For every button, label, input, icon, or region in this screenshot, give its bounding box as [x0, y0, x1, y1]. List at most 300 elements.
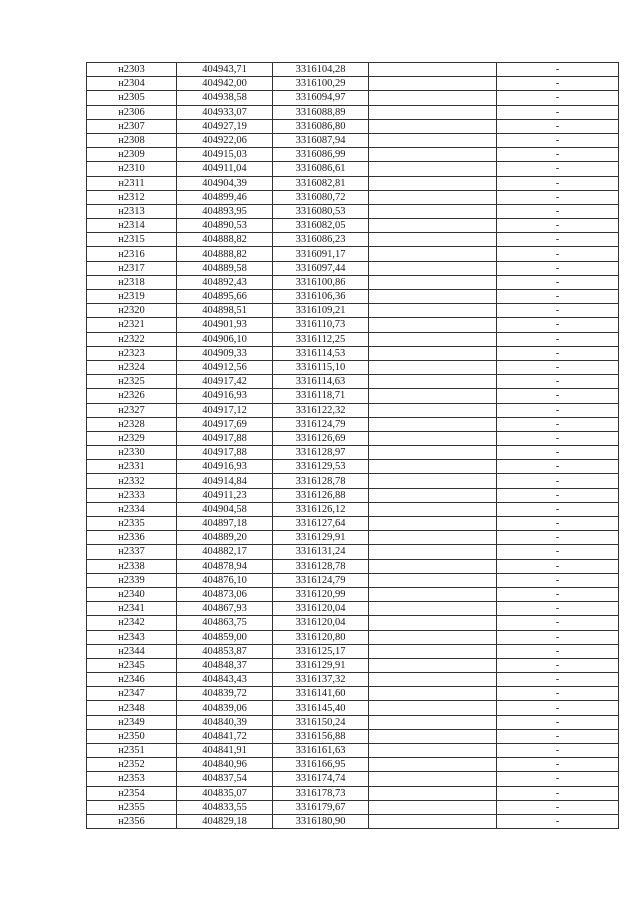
point-id-cell: н2353: [87, 772, 177, 786]
dash-cell: -: [497, 687, 619, 701]
dash-cell: -: [497, 715, 619, 729]
y-coordinate-cell: 3316097,44: [273, 261, 369, 275]
y-coordinate-cell: 3316180,90: [273, 814, 369, 828]
dash-cell: -: [497, 91, 619, 105]
table-row: [87, 559, 619, 573]
dash-cell: -: [497, 162, 619, 176]
blank-cell: [369, 673, 497, 687]
dash-cell: -: [497, 63, 619, 77]
dash-cell: -: [497, 673, 619, 687]
table-row: [87, 786, 619, 800]
table-row: [87, 77, 619, 91]
dash-cell: -: [497, 446, 619, 460]
point-id-cell: н2331: [87, 460, 177, 474]
blank-cell: [369, 77, 497, 91]
dash-cell: -: [497, 758, 619, 772]
dash-cell: -: [497, 502, 619, 516]
table-row: [87, 148, 619, 162]
dash-cell: -: [497, 77, 619, 91]
blank-cell: [369, 460, 497, 474]
table-row: [87, 431, 619, 445]
blank-cell: [369, 474, 497, 488]
y-coordinate-cell: 3316174,74: [273, 772, 369, 786]
y-coordinate-cell: 3316086,80: [273, 119, 369, 133]
point-id-cell: н2345: [87, 658, 177, 672]
point-id-cell: н2322: [87, 332, 177, 346]
table-row: [87, 673, 619, 687]
table-row: [87, 375, 619, 389]
point-id-cell: н2338: [87, 559, 177, 573]
x-coordinate-cell: 404876,10: [177, 573, 273, 587]
point-id-cell: н2349: [87, 715, 177, 729]
table-row: [87, 772, 619, 786]
point-id-cell: н2352: [87, 758, 177, 772]
point-id-cell: н2317: [87, 261, 177, 275]
dash-cell: -: [497, 346, 619, 360]
coordinates-table-body: [87, 63, 619, 829]
x-coordinate-cell: 404911,23: [177, 488, 273, 502]
y-coordinate-cell: 3316082,81: [273, 176, 369, 190]
point-id-cell: н2351: [87, 744, 177, 758]
dash-cell: -: [497, 701, 619, 715]
x-coordinate-cell: 404841,72: [177, 729, 273, 743]
dash-cell: -: [497, 587, 619, 601]
y-coordinate-cell: 3316086,61: [273, 162, 369, 176]
y-coordinate-cell: 3316120,04: [273, 616, 369, 630]
blank-cell: [369, 304, 497, 318]
blank-cell: [369, 261, 497, 275]
dash-cell: -: [497, 602, 619, 616]
table-row: [87, 389, 619, 403]
dash-cell: -: [497, 729, 619, 743]
blank-cell: [369, 431, 497, 445]
x-coordinate-cell: 404840,96: [177, 758, 273, 772]
blank-cell: [369, 403, 497, 417]
y-coordinate-cell: 3316126,12: [273, 502, 369, 516]
point-id-cell: н2321: [87, 318, 177, 332]
table-row: [87, 176, 619, 190]
dash-cell: -: [497, 261, 619, 275]
point-id-cell: н2323: [87, 346, 177, 360]
dash-cell: -: [497, 814, 619, 828]
x-coordinate-cell: 404917,42: [177, 375, 273, 389]
x-coordinate-cell: 404839,06: [177, 701, 273, 715]
blank-cell: [369, 559, 497, 573]
table-row: [87, 517, 619, 531]
x-coordinate-cell: 404893,95: [177, 204, 273, 218]
x-coordinate-cell: 404938,58: [177, 91, 273, 105]
y-coordinate-cell: 3316115,10: [273, 360, 369, 374]
dash-cell: -: [497, 431, 619, 445]
y-coordinate-cell: 3316122,32: [273, 403, 369, 417]
table-row: [87, 332, 619, 346]
y-coordinate-cell: 3316082,05: [273, 219, 369, 233]
dash-cell: -: [497, 318, 619, 332]
dash-cell: -: [497, 219, 619, 233]
point-id-cell: н2308: [87, 133, 177, 147]
table-row: [87, 687, 619, 701]
x-coordinate-cell: 404863,75: [177, 616, 273, 630]
table-row: [87, 630, 619, 644]
blank-cell: [369, 502, 497, 516]
table-row: [87, 133, 619, 147]
point-id-cell: н2348: [87, 701, 177, 715]
y-coordinate-cell: 3316094,97: [273, 91, 369, 105]
blank-cell: [369, 247, 497, 261]
y-coordinate-cell: 3316088,89: [273, 105, 369, 119]
blank-cell: [369, 204, 497, 218]
dash-cell: -: [497, 204, 619, 218]
table-row: [87, 190, 619, 204]
x-coordinate-cell: 404916,93: [177, 460, 273, 474]
dash-cell: -: [497, 786, 619, 800]
x-coordinate-cell: 404904,58: [177, 502, 273, 516]
y-coordinate-cell: 3316156,88: [273, 729, 369, 743]
table-row: [87, 744, 619, 758]
y-coordinate-cell: 3316161,63: [273, 744, 369, 758]
x-coordinate-cell: 404873,06: [177, 587, 273, 601]
x-coordinate-cell: 404878,94: [177, 559, 273, 573]
point-id-cell: н2311: [87, 176, 177, 190]
dash-cell: -: [497, 658, 619, 672]
y-coordinate-cell: 3316124,79: [273, 417, 369, 431]
table-row: [87, 758, 619, 772]
y-coordinate-cell: 3316131,24: [273, 545, 369, 559]
x-coordinate-cell: 404917,88: [177, 431, 273, 445]
point-id-cell: н2306: [87, 105, 177, 119]
table-row: [87, 701, 619, 715]
dash-cell: -: [497, 304, 619, 318]
y-coordinate-cell: 3316141,60: [273, 687, 369, 701]
blank-cell: [369, 488, 497, 502]
dash-cell: -: [497, 403, 619, 417]
y-coordinate-cell: 3316128,78: [273, 474, 369, 488]
blank-cell: [369, 119, 497, 133]
y-coordinate-cell: 3316080,72: [273, 190, 369, 204]
dash-cell: -: [497, 488, 619, 502]
table-row: [87, 290, 619, 304]
table-row: [87, 644, 619, 658]
dash-cell: -: [497, 474, 619, 488]
point-id-cell: н2340: [87, 587, 177, 601]
table-row: [87, 261, 619, 275]
table-row: [87, 545, 619, 559]
y-coordinate-cell: 3316127,64: [273, 517, 369, 531]
x-coordinate-cell: 404916,93: [177, 389, 273, 403]
table-row: [87, 658, 619, 672]
x-coordinate-cell: 404889,58: [177, 261, 273, 275]
y-coordinate-cell: 3316100,86: [273, 275, 369, 289]
point-id-cell: н2318: [87, 275, 177, 289]
x-coordinate-cell: 404917,88: [177, 446, 273, 460]
y-coordinate-cell: 3316137,32: [273, 673, 369, 687]
x-coordinate-cell: 404897,18: [177, 517, 273, 531]
dash-cell: -: [497, 800, 619, 814]
point-id-cell: н2320: [87, 304, 177, 318]
table-row: [87, 346, 619, 360]
point-id-cell: н2335: [87, 517, 177, 531]
blank-cell: [369, 573, 497, 587]
x-coordinate-cell: 404882,17: [177, 545, 273, 559]
dash-cell: -: [497, 517, 619, 531]
x-coordinate-cell: 404888,82: [177, 247, 273, 261]
point-id-cell: н2303: [87, 63, 177, 77]
dash-cell: -: [497, 148, 619, 162]
dash-cell: -: [497, 616, 619, 630]
point-id-cell: н2309: [87, 148, 177, 162]
point-id-cell: н2310: [87, 162, 177, 176]
y-coordinate-cell: 3316091,17: [273, 247, 369, 261]
blank-cell: [369, 417, 497, 431]
dash-cell: -: [497, 573, 619, 587]
dash-cell: -: [497, 190, 619, 204]
x-coordinate-cell: 404835,07: [177, 786, 273, 800]
dash-cell: -: [497, 360, 619, 374]
dash-cell: -: [497, 233, 619, 247]
table-row: [87, 474, 619, 488]
table-row: [87, 417, 619, 431]
point-id-cell: н2327: [87, 403, 177, 417]
dash-cell: -: [497, 389, 619, 403]
blank-cell: [369, 531, 497, 545]
y-coordinate-cell: 3316087,94: [273, 133, 369, 147]
blank-cell: [369, 758, 497, 772]
y-coordinate-cell: 3316100,29: [273, 77, 369, 91]
dash-cell: -: [497, 772, 619, 786]
point-id-cell: н2339: [87, 573, 177, 587]
table-row: [87, 616, 619, 630]
table-row: [87, 219, 619, 233]
point-id-cell: н2315: [87, 233, 177, 247]
table-row: [87, 119, 619, 133]
table-row: [87, 488, 619, 502]
blank-cell: [369, 290, 497, 304]
point-id-cell: н2344: [87, 644, 177, 658]
x-coordinate-cell: 404901,93: [177, 318, 273, 332]
point-id-cell: н2346: [87, 673, 177, 687]
table-row: [87, 247, 619, 261]
dash-cell: -: [497, 332, 619, 346]
blank-cell: [369, 772, 497, 786]
blank-cell: [369, 332, 497, 346]
point-id-cell: н2332: [87, 474, 177, 488]
dash-cell: -: [497, 176, 619, 190]
point-id-cell: н2305: [87, 91, 177, 105]
y-coordinate-cell: 3316086,23: [273, 233, 369, 247]
point-id-cell: н2356: [87, 814, 177, 828]
point-id-cell: н2330: [87, 446, 177, 460]
x-coordinate-cell: 404909,33: [177, 346, 273, 360]
blank-cell: [369, 105, 497, 119]
x-coordinate-cell: 404943,71: [177, 63, 273, 77]
y-coordinate-cell: 3316120,99: [273, 587, 369, 601]
point-id-cell: н2333: [87, 488, 177, 502]
x-coordinate-cell: 404839,72: [177, 687, 273, 701]
y-coordinate-cell: 3316129,53: [273, 460, 369, 474]
y-coordinate-cell: 3316104,28: [273, 63, 369, 77]
point-id-cell: н2337: [87, 545, 177, 559]
point-id-cell: н2314: [87, 219, 177, 233]
blank-cell: [369, 346, 497, 360]
x-coordinate-cell: 404859,00: [177, 630, 273, 644]
x-coordinate-cell: 404898,51: [177, 304, 273, 318]
x-coordinate-cell: 404942,00: [177, 77, 273, 91]
dash-cell: -: [497, 375, 619, 389]
blank-cell: [369, 375, 497, 389]
y-coordinate-cell: 3316126,88: [273, 488, 369, 502]
table-row: [87, 814, 619, 828]
y-coordinate-cell: 3316178,73: [273, 786, 369, 800]
dash-cell: -: [497, 275, 619, 289]
dash-cell: -: [497, 630, 619, 644]
table-row: [87, 715, 619, 729]
point-id-cell: н2334: [87, 502, 177, 516]
table-row: [87, 502, 619, 516]
blank-cell: [369, 148, 497, 162]
table-row: [87, 729, 619, 743]
x-coordinate-cell: 404867,93: [177, 602, 273, 616]
point-id-cell: н2313: [87, 204, 177, 218]
x-coordinate-cell: 404933,07: [177, 105, 273, 119]
blank-cell: [369, 275, 497, 289]
table-row: [87, 275, 619, 289]
x-coordinate-cell: 404911,04: [177, 162, 273, 176]
point-id-cell: н2312: [87, 190, 177, 204]
table-row: [87, 602, 619, 616]
y-coordinate-cell: 3316128,78: [273, 559, 369, 573]
dash-cell: -: [497, 290, 619, 304]
blank-cell: [369, 389, 497, 403]
point-id-cell: н2347: [87, 687, 177, 701]
point-id-cell: н2325: [87, 375, 177, 389]
x-coordinate-cell: 404917,69: [177, 417, 273, 431]
table-row: [87, 403, 619, 417]
point-id-cell: н2354: [87, 786, 177, 800]
y-coordinate-cell: 3316086,99: [273, 148, 369, 162]
y-coordinate-cell: 3316129,91: [273, 658, 369, 672]
point-id-cell: н2307: [87, 119, 177, 133]
x-coordinate-cell: 404890,53: [177, 219, 273, 233]
blank-cell: [369, 658, 497, 672]
table-row: [87, 204, 619, 218]
blank-cell: [369, 701, 497, 715]
blank-cell: [369, 814, 497, 828]
blank-cell: [369, 786, 497, 800]
dash-cell: -: [497, 417, 619, 431]
table-row: [87, 304, 619, 318]
x-coordinate-cell: 404837,54: [177, 772, 273, 786]
blank-cell: [369, 630, 497, 644]
blank-cell: [369, 233, 497, 247]
x-coordinate-cell: 404840,39: [177, 715, 273, 729]
x-coordinate-cell: 404829,18: [177, 814, 273, 828]
dash-cell: -: [497, 119, 619, 133]
x-coordinate-cell: 404904,39: [177, 176, 273, 190]
x-coordinate-cell: 404914,84: [177, 474, 273, 488]
y-coordinate-cell: 3316110,73: [273, 318, 369, 332]
blank-cell: [369, 602, 497, 616]
table-row: [87, 573, 619, 587]
coordinates-table: [86, 62, 619, 829]
table-row: [87, 63, 619, 77]
dash-cell: -: [497, 133, 619, 147]
x-coordinate-cell: 404833,55: [177, 800, 273, 814]
x-coordinate-cell: 404841,91: [177, 744, 273, 758]
dash-cell: -: [497, 644, 619, 658]
dash-cell: -: [497, 460, 619, 474]
y-coordinate-cell: 3316124,79: [273, 573, 369, 587]
point-id-cell: н2319: [87, 290, 177, 304]
point-id-cell: н2343: [87, 630, 177, 644]
blank-cell: [369, 219, 497, 233]
y-coordinate-cell: 3316128,97: [273, 446, 369, 460]
x-coordinate-cell: 404922,06: [177, 133, 273, 147]
y-coordinate-cell: 3316114,53: [273, 346, 369, 360]
x-coordinate-cell: 404906,10: [177, 332, 273, 346]
table-row: [87, 318, 619, 332]
point-id-cell: н2350: [87, 729, 177, 743]
table-row: [87, 460, 619, 474]
x-coordinate-cell: 404853,87: [177, 644, 273, 658]
y-coordinate-cell: 3316114,63: [273, 375, 369, 389]
blank-cell: [369, 744, 497, 758]
blank-cell: [369, 91, 497, 105]
point-id-cell: н2336: [87, 531, 177, 545]
point-id-cell: н2355: [87, 800, 177, 814]
x-coordinate-cell: 404895,66: [177, 290, 273, 304]
x-coordinate-cell: 404888,82: [177, 233, 273, 247]
point-id-cell: н2328: [87, 417, 177, 431]
y-coordinate-cell: 3316112,25: [273, 332, 369, 346]
blank-cell: [369, 133, 497, 147]
dash-cell: -: [497, 531, 619, 545]
table-row: [87, 800, 619, 814]
blank-cell: [369, 190, 497, 204]
blank-cell: [369, 644, 497, 658]
blank-cell: [369, 616, 497, 630]
blank-cell: [369, 360, 497, 374]
x-coordinate-cell: 404917,12: [177, 403, 273, 417]
point-id-cell: н2304: [87, 77, 177, 91]
blank-cell: [369, 162, 497, 176]
table-row: [87, 162, 619, 176]
table-row: [87, 91, 619, 105]
table-row: [87, 105, 619, 119]
dash-cell: -: [497, 105, 619, 119]
y-coordinate-cell: 3316120,04: [273, 602, 369, 616]
x-coordinate-cell: 404915,03: [177, 148, 273, 162]
y-coordinate-cell: 3316118,71: [273, 389, 369, 403]
y-coordinate-cell: 3316120,80: [273, 630, 369, 644]
table-row: [87, 587, 619, 601]
blank-cell: [369, 63, 497, 77]
table-row: [87, 446, 619, 460]
dash-cell: -: [497, 744, 619, 758]
dash-cell: -: [497, 559, 619, 573]
point-id-cell: н2326: [87, 389, 177, 403]
blank-cell: [369, 517, 497, 531]
table-row: [87, 360, 619, 374]
y-coordinate-cell: 3316126,69: [273, 431, 369, 445]
blank-cell: [369, 176, 497, 190]
x-coordinate-cell: 404912,56: [177, 360, 273, 374]
x-coordinate-cell: 404927,19: [177, 119, 273, 133]
x-coordinate-cell: 404899,46: [177, 190, 273, 204]
table-row: [87, 233, 619, 247]
blank-cell: [369, 729, 497, 743]
dash-cell: -: [497, 545, 619, 559]
x-coordinate-cell: 404848,37: [177, 658, 273, 672]
